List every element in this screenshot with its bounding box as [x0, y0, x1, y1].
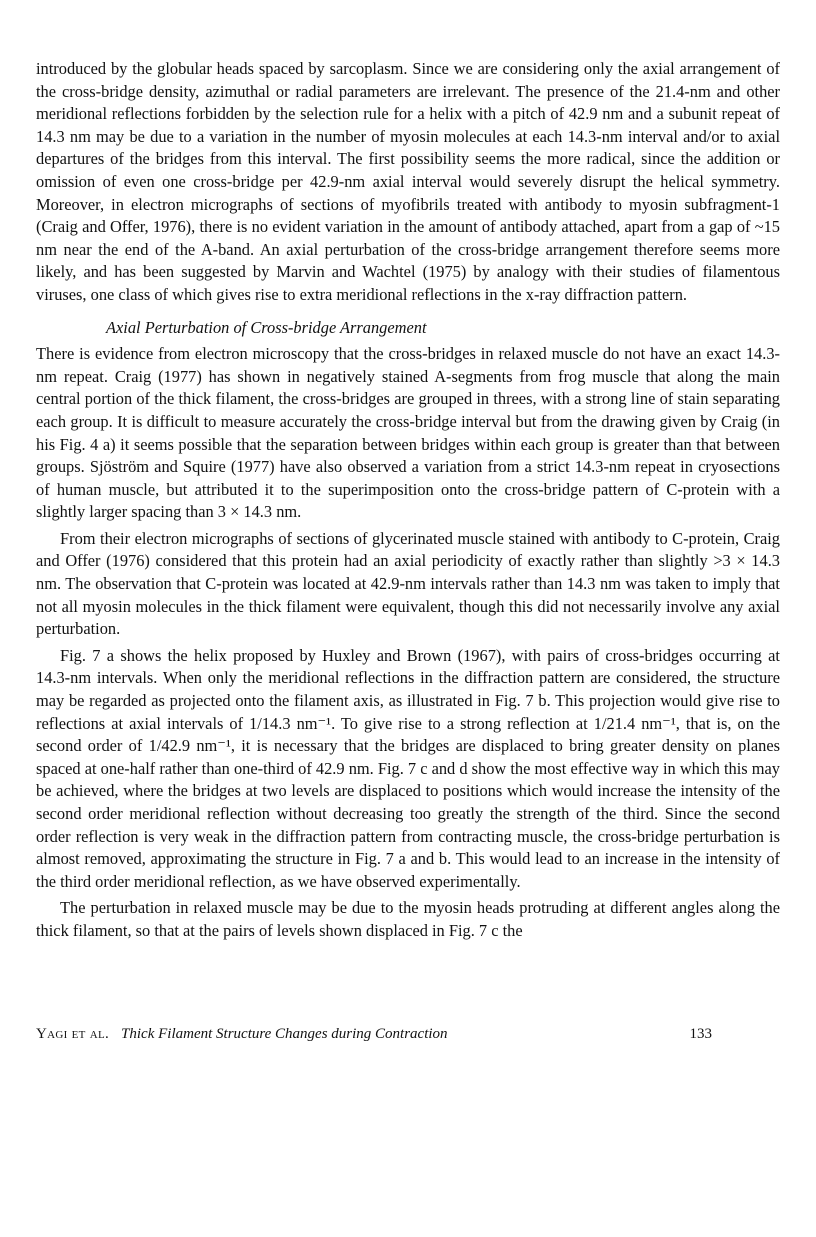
paragraph-3: From their electron micrographs of sections of glycerinated muscle stained with antibody to C-protein, Craig and Offer (1976) considered that this protein had an axial periodicity of exactly rather than slightly >3 × 14.3 nm. The observation that C-protein was located at 42.9-nm intervals rather than 14.3 nm was taken to imply that not all myosin molecules in the thick filament were equivalent, though this did not necessarily involve any axial perturbation.: [36, 528, 780, 639]
page-body: [36, 58, 780, 943]
footer-running-title: Thick Filament Structure Changes during Contraction: [121, 1026, 448, 1042]
section-heading: Axial Perturbation of Cross-bridge Arrangement: [106, 317, 427, 337]
footer-authors: Yagi et al.: [36, 1026, 110, 1042]
paragraph-1: introduced by the globular heads spaced by sarcoplasm. Since we are considering only the axial arrangement of the cross-bridge density, azimuthal or radial parameters are irrelevant. The presence of the 21.4-nm and other meridional reflections forbidden by the selection rule for a helix with a pitch of 42.9 nm and a subunit repeat of 14.3 nm may be due to a variation in the number of myosin molecules at each 14.3-nm interval and/or to axial departures of the bridges from this interval. The first possibility seems the more radical, since the addition or omission of even one cross-bridge per 42.9-nm axial interval would severely disrupt the helical symmetry. Moreover, in electron micrographs of sections of myofibrils treated with antibody to myosin subfragment-1 (Craig and Offer, 1976), there is no evident variation in the amount of antibody attached, apart from a gap of ~15 nm near the end of the A-band. An axial perturbation of the cross-bridge arrangement therefore seems more likely, and has been suggested by Marvin and Wachtel (1975) by analogy with their studies of filamentous viruses, one class of which gives rise to extra meridional reflections in the x-ray diffraction pattern.: [36, 59, 780, 304]
paragraph-4: Fig. 7 a shows the helix proposed by Huxley and Brown (1967), with pairs of cross-bridges occurring at 14.3-nm intervals. When only the meridional reflections in the diffraction pattern are considered, the structure may be regarded as projected onto the filament axis, as illustrated in Fig. 7 b. This projection would give rise to reflections at axial intervals of 1/14.3 nm⁻¹. To give rise to a strong reflection at 1/21.4 nm⁻¹, that is, on the second order of 1/42.9 nm⁻¹, it is necessary that the bridges are displaced to bring greater density on planes spaced at one-half rather than one-third of 42.9 nm. Fig. 7 c and d show the most effective way in which this may be achieved, where the bridges at two levels are displaced to positions which would increase the intensity of the second order meridional reflection without decreasing too greatly the strength of the third. Since the second order reflection is very weak in the diffraction pattern from contracting muscle, the cross-bridge perturbation is almost removed, approximating the structure in Fig. 7 a and b. This would lead to an increase in the intensity of the third order meridional reflection, as we have observed experimentally.: [36, 645, 780, 891]
page-footer: [36, 1024, 712, 1044]
paragraph-2: There is evidence from electron microscopy that the cross-bridges in relaxed muscle do not have an exact 14.3-nm repeat. Craig (1977) has shown in negatively stained A-segments from frog muscle that along the main central portion of the thick filament, the cross-bridges are grouped in threes, with a strong line of stain separating each group. It is difficult to measure accurately the cross-bridge interval but from the drawing given by Craig (in his Fig. 4 a) it seems possible that the separation between bridges within each group is greater than that between groups. Sjöström and Squire (1977) have also observed a variation from a strict 14.3-nm repeat in cryosections of human muscle, but attributed it to the superimposition onto the cross-bridge pattern of C-protein with a slightly larger spacing than 3 × 14.3 nm.: [36, 344, 780, 522]
paragraph-5: The perturbation in relaxed muscle may be due to the myosin heads protruding at different angles along the thick filament, so that at the pairs of levels shown displaced in Fig. 7 c the: [36, 898, 780, 940]
page-number: 133: [689, 1026, 712, 1042]
